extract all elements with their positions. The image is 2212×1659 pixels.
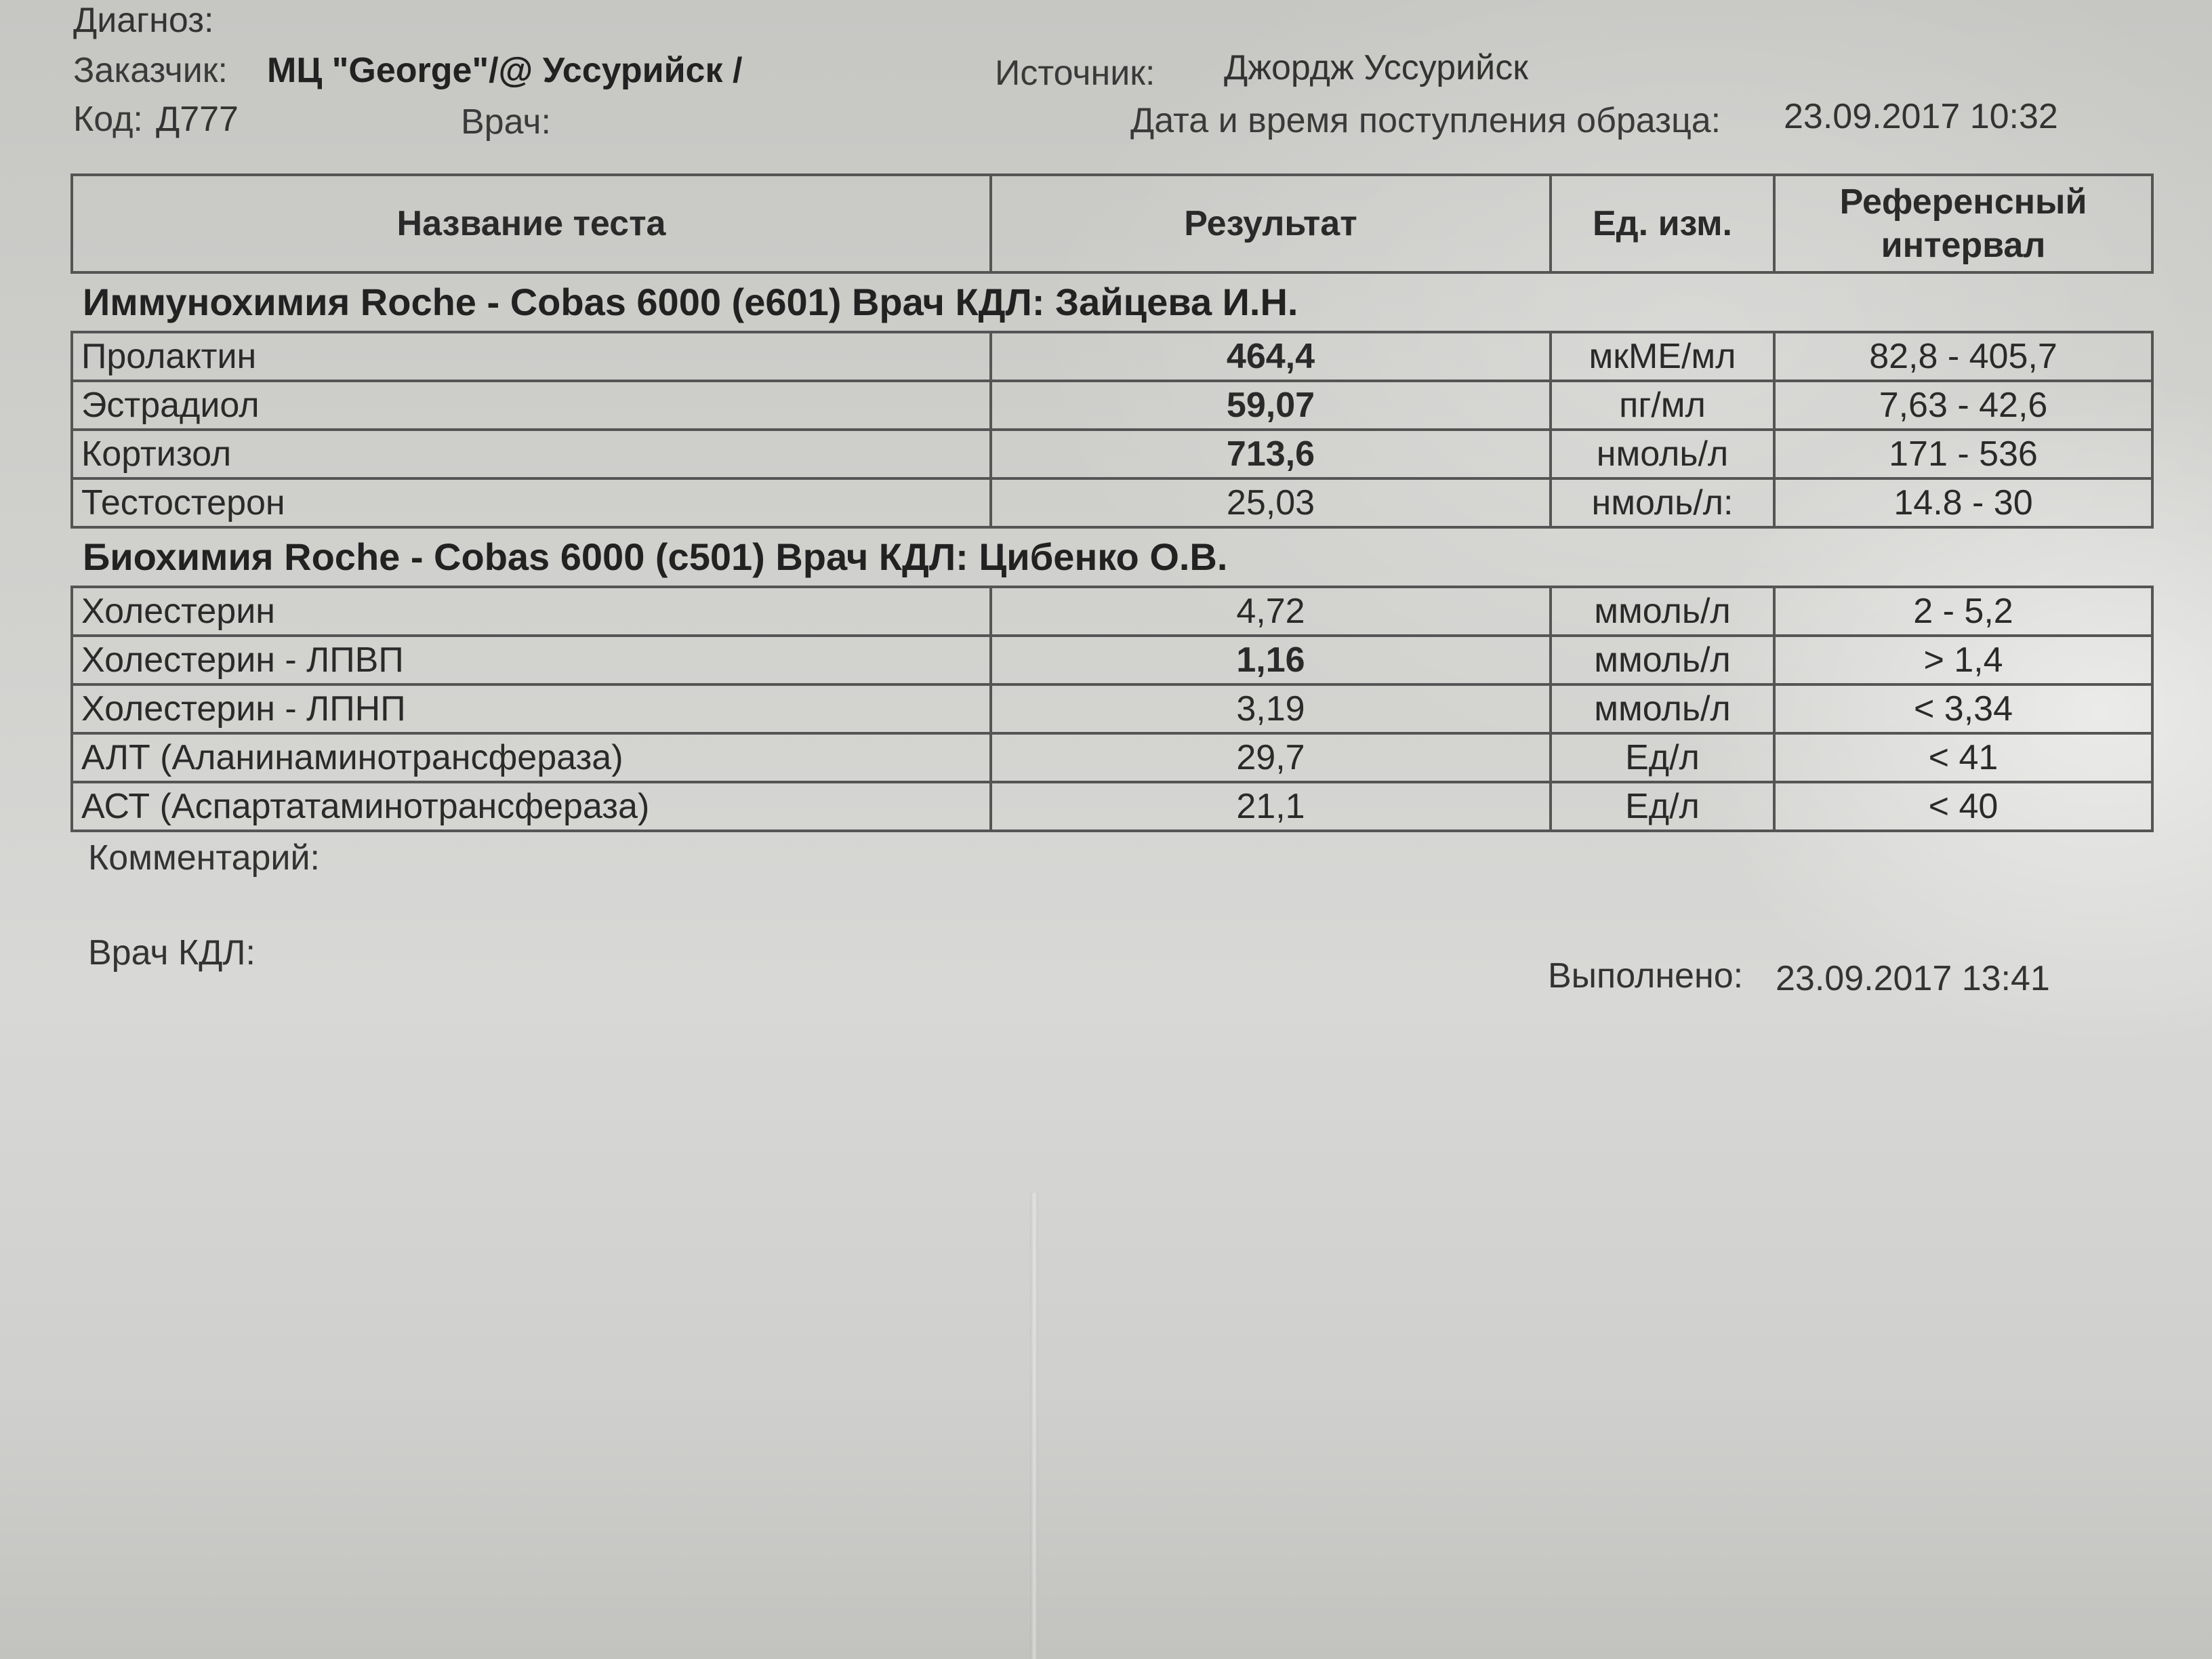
paper-fold: [1030, 1193, 1038, 1659]
test-unit: мкМЕ/мл: [1551, 332, 1774, 381]
test-reference: > 1,4: [1774, 636, 2152, 684]
test-reference: < 40: [1774, 782, 2152, 831]
table-row: [72, 636, 2152, 684]
table-row: [72, 733, 2152, 782]
section-row-immunochemistry: [72, 272, 2152, 332]
test-name: Тестостерон: [72, 478, 991, 527]
test-unit: ммоль/л: [1551, 587, 1774, 636]
table-row: [72, 587, 2152, 636]
test-result: 59,07: [991, 381, 1551, 430]
section-row-biochemistry: [72, 527, 2152, 587]
results-table: [70, 173, 2154, 832]
test-name: Холестерин - ЛПВП: [72, 636, 991, 684]
test-name: Холестерин: [72, 587, 991, 636]
test-unit: Ед/л: [1551, 733, 1774, 782]
test-unit: ммоль/л: [1551, 684, 1774, 733]
customer-value-text: МЦ "George"/@ Уссурийск /: [267, 51, 743, 90]
test-unit: ммоль/л: [1551, 636, 1774, 684]
doctor-label: Врач:: [461, 102, 551, 142]
test-result: 464,4: [991, 332, 1551, 381]
source-value: Джордж Уссурийск: [1224, 48, 1528, 87]
test-name: АЛТ (Аланинаминотрансфераза): [72, 733, 991, 782]
column-header-unit: Ед. изм.: [1551, 175, 1774, 272]
test-name: Холестерин - ЛПНП: [72, 684, 991, 733]
test-unit: нмоль/л: [1551, 430, 1774, 478]
table-row: [72, 332, 2152, 381]
test-reference: 171 - 536: [1774, 430, 2152, 478]
code-label: Код:: [73, 100, 143, 139]
received-label: Дата и время поступления образца:: [1130, 101, 1721, 140]
test-result: 21,1: [991, 782, 1551, 831]
table-row: [72, 430, 2152, 478]
comment-label: Комментарий:: [88, 838, 320, 878]
test-reference: 2 - 5,2: [1774, 587, 2152, 636]
table-header-row: [72, 175, 2152, 272]
column-header-reference-line2: интервал: [1881, 226, 2046, 265]
test-reference: 14.8 - 30: [1774, 478, 2152, 527]
table-row: [72, 478, 2152, 527]
test-reference: < 3,34: [1774, 684, 2152, 733]
table-row: [72, 381, 2152, 430]
section-title: Иммунохимия Roche - Cobas 6000 (e601) Врач КДЛ: Зайцева И.Н.: [72, 272, 2152, 332]
test-unit: пг/мл: [1551, 381, 1774, 430]
code-value: Д777: [156, 100, 239, 139]
test-result: 3,19: [991, 684, 1551, 733]
section-title: Биохимия Roche - Cobas 6000 (c501) Врач КДЛ: Цибенко О.В.: [72, 527, 2152, 587]
test-unit: нмоль/л:: [1551, 478, 1774, 527]
lab-doctor-label: Врач КДЛ:: [88, 933, 255, 972]
test-name: Кортизол: [72, 430, 991, 478]
completed-label: Выполнено:: [1548, 956, 1744, 996]
test-result: 25,03: [991, 478, 1551, 527]
test-result: 4,72: [991, 587, 1551, 636]
column-header-reference-line1: Референсный: [1839, 182, 2087, 222]
test-name: Эстрадиол: [72, 381, 991, 430]
column-header-name: Название теста: [72, 175, 991, 272]
received-value: 23.09.2017 10:32: [1784, 97, 2058, 136]
table-row: [72, 782, 2152, 831]
completed-value: 23.09.2017 13:41: [1776, 959, 2050, 998]
test-result: 713,6: [991, 430, 1551, 478]
test-name: Пролактин: [72, 332, 991, 381]
test-reference: 82,8 - 405,7: [1774, 332, 2152, 381]
test-reference: < 41: [1774, 733, 2152, 782]
test-result: 1,16: [991, 636, 1551, 684]
test-result: 29,7: [991, 733, 1551, 782]
test-unit: Ед/л: [1551, 782, 1774, 831]
test-reference: 7,63 - 42,6: [1774, 381, 2152, 430]
table-row: [72, 684, 2152, 733]
column-header-result: Результат: [991, 175, 1551, 272]
column-header-reference: [1774, 175, 2152, 272]
customer-label: Заказчик:: [73, 51, 228, 90]
test-name: АСТ (Аспартатаминотрансфераза): [72, 782, 991, 831]
diagnosis-label: Диагноз:: [73, 1, 214, 40]
customer-value: [267, 50, 742, 91]
source-label: Источник:: [995, 54, 1155, 93]
